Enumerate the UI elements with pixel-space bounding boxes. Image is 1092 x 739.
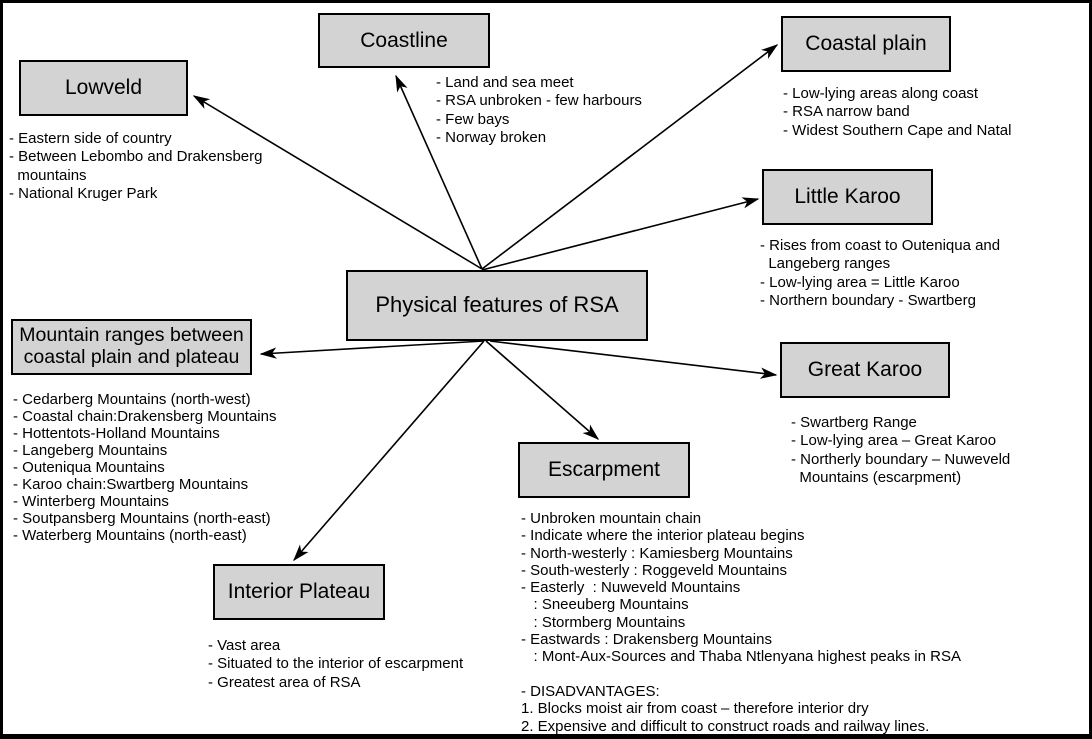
bullet-line: - Winterberg Mountains — [13, 493, 169, 510]
node-box-little-karoo: Little Karoo — [762, 169, 933, 225]
bullet-line: - Rises from coast to Outeniqua and — [760, 237, 1001, 254]
bullet-line: - Eastern side of country — [9, 130, 172, 147]
bullet-line: - National Kruger Park — [9, 184, 158, 202]
node-bullets-great-karoo — [791, 414, 1010, 488]
bullet-line: - Eastwards : Drakensberg Mountains — [521, 631, 772, 649]
bullet-line: : Sneeuberg Mountains — [521, 596, 689, 614]
bullet-line: 1. Blocks moist air from coast – therefore interior dry — [521, 700, 869, 718]
center-node-box: Physical features of RSA — [346, 270, 648, 341]
arrow-center-to-interior-plateau — [294, 341, 484, 560]
bullet-line: - Hottentots-Holland Mountains — [13, 425, 220, 442]
node-bullets-little-karoo — [760, 237, 1000, 311]
bullet-line: - Coastal chain:Drakensberg Mountains — [13, 408, 277, 425]
node-bullets-mountain-ranges — [13, 391, 276, 544]
node-bullets-coastal-plain — [783, 85, 1011, 140]
bullet-line: - Easterly : Nuweveld Mountains — [521, 579, 741, 597]
bullet-line: - North-westerly : Kamiesberg Mountains — [521, 544, 793, 562]
bullet-line: - Swartberg Range — [791, 414, 917, 431]
node-box-mountain-ranges: Mountain ranges between coastal plain and plateau — [11, 319, 252, 375]
bullet-line: Langeberg ranges — [760, 255, 891, 273]
bullet-line: 2. Expensive and difficult to construct roads and railway lines. — [521, 717, 930, 735]
node-bullets-interior-plateau — [208, 637, 463, 692]
bullet-line: - Langeberg Mountains — [13, 442, 168, 459]
bullet-line: - Karoo chain:Swartberg Mountains — [13, 476, 249, 493]
bullet-line: - Unbroken mountain chain — [521, 510, 702, 527]
node-bullets-escarpment — [521, 510, 961, 735]
arrow-center-to-great-karoo — [490, 341, 776, 375]
bullet-line: - Northerly boundary – Nuweveld — [791, 450, 1011, 468]
node-bullets-coastline — [436, 74, 642, 147]
bullet-line: - Situated to the interior of escarpment — [208, 655, 464, 673]
bullet-line: - DISADVANTAGES: — [521, 682, 660, 700]
bullet-line: - Low-lying area = Little Karoo — [760, 273, 960, 291]
node-box-coastline: Coastline — [318, 13, 490, 68]
node-box-escarpment: Escarpment — [518, 442, 690, 498]
bullet-line — [521, 666, 961, 683]
bullet-line: - Cedarberg Mountains (north-west) — [13, 391, 251, 408]
bullet-line: - Greatest area of RSA — [208, 673, 361, 691]
bullet-line: : Stormberg Mountains — [521, 613, 686, 631]
bullet-line: - Vast area — [208, 637, 281, 654]
bullet-line: - Waterberg Mountains (north-east) — [13, 527, 247, 544]
bullet-line: - Land and sea meet — [436, 74, 574, 91]
bullet-line: - Outeniqua Mountains — [13, 459, 165, 476]
arrow-center-to-little-karoo — [482, 199, 758, 270]
bullet-line: Mountains (escarpment) — [791, 469, 962, 487]
node-bullets-lowveld — [9, 130, 263, 203]
bullet-line: - Northern boundary - Swartberg — [760, 292, 976, 310]
bullet-line: - Few bays — [436, 110, 510, 128]
bullet-line: - RSA narrow band — [783, 103, 910, 121]
bullet-line: - Between Lebombo and Drakensberg — [9, 148, 263, 166]
bullet-line: - Widest Southern Cape and Natal — [783, 121, 1012, 139]
bullet-line: - RSA unbroken - few harbours — [436, 92, 642, 110]
bullet-line: mountains — [9, 166, 87, 184]
bullet-line: : Mont-Aux-Sources and Thaba Ntlenyana highest peaks in RSA — [521, 648, 961, 666]
bullet-line: - Norway broken — [436, 128, 547, 146]
node-box-great-karoo: Great Karoo — [780, 342, 950, 398]
bullet-line: - Low-lying area – Great Karoo — [791, 432, 997, 450]
arrow-center-to-escarpment — [486, 341, 598, 439]
node-box-lowveld: Lowveld — [19, 60, 188, 116]
bullet-line: - South-westerly : Roggeveld Mountains — [521, 561, 787, 579]
node-box-coastal-plain: Coastal plain — [781, 16, 951, 72]
node-box-interior-plateau: Interior Plateau — [213, 564, 385, 620]
arrow-center-to-mountain-ranges — [261, 341, 484, 354]
bullet-line: - Indicate where the interior plateau begins — [521, 527, 805, 545]
bullet-line: - Soutpansberg Mountains (north-east) — [13, 510, 271, 527]
bullet-line: - Low-lying areas along coast — [783, 85, 979, 102]
